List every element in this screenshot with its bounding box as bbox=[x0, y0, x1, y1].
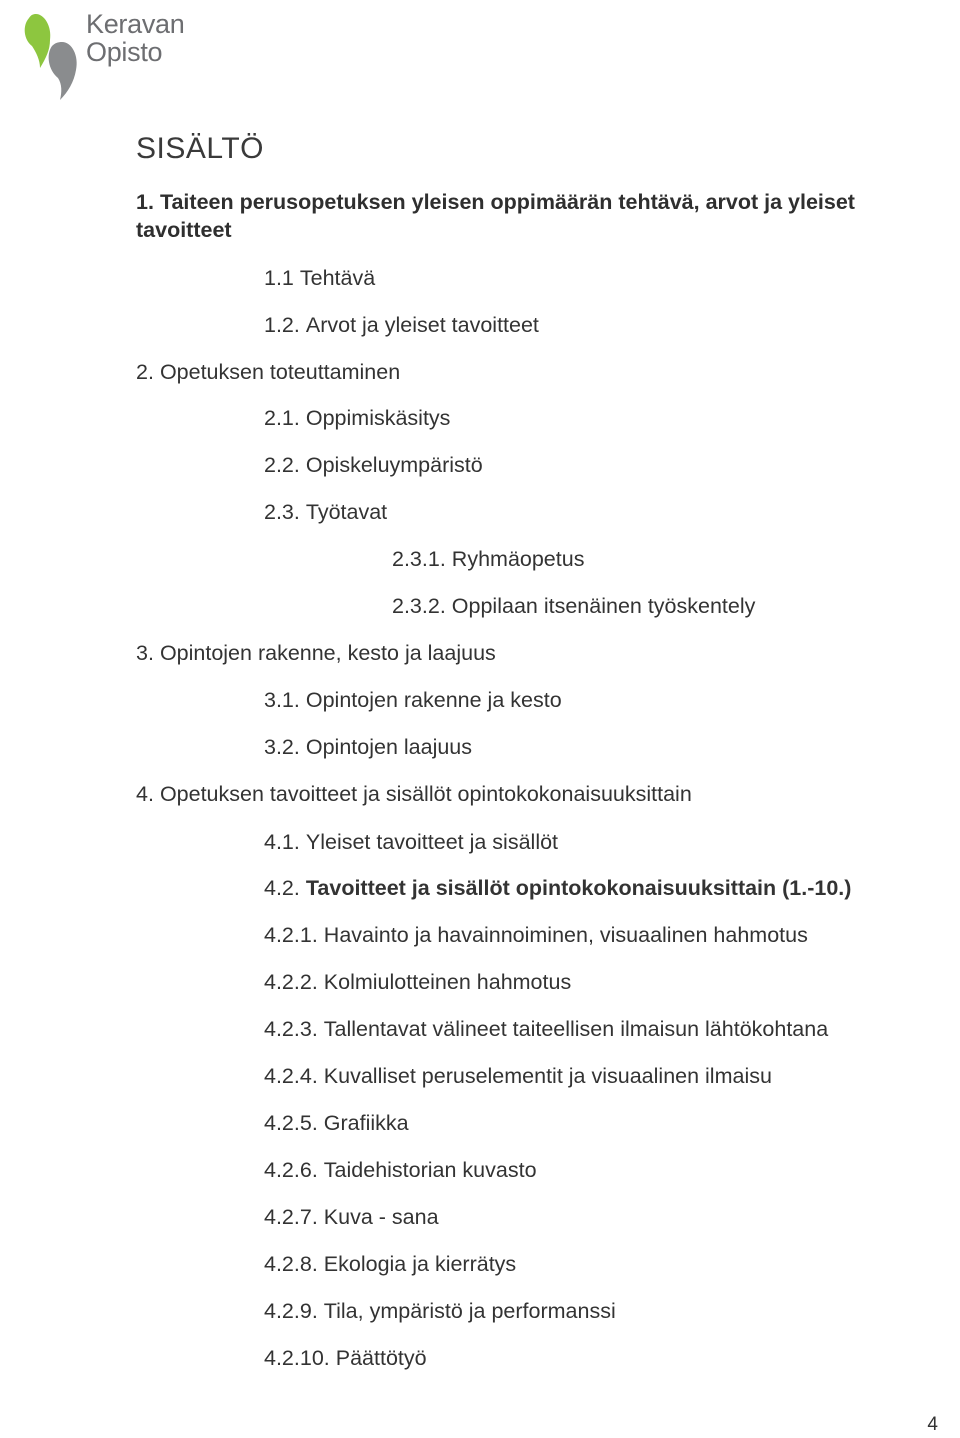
toc-entry-title: Yleiset tavoitteet ja sisällöt bbox=[305, 830, 559, 854]
toc-entry-number: 4.2. bbox=[264, 876, 300, 900]
toc-entry-number: 4. bbox=[136, 782, 154, 806]
toc-entry-title: Tavoitteet ja sisällöt opintokokonaisuuksittain (1.-10.) bbox=[305, 876, 852, 900]
toc-entry-number: 4.2.4. bbox=[264, 1064, 318, 1088]
page-number: 4 bbox=[927, 1414, 938, 1435]
toc-entry-title: Havainto ja havainnoiminen, visuaalinen hahmotus bbox=[323, 923, 808, 947]
toc-entry bbox=[136, 639, 496, 667]
toc-entry bbox=[264, 686, 562, 714]
toc-entry-title: Oppimiskäsitys bbox=[305, 406, 451, 430]
toc-entry-number: 2.1. bbox=[264, 406, 300, 430]
toc-entry-title: Tehtävä bbox=[299, 266, 376, 290]
toc-entry bbox=[264, 1156, 537, 1184]
toc-entry-title: Opintojen rakenne, kesto ja laajuus bbox=[159, 641, 496, 665]
toc-entry bbox=[264, 968, 571, 996]
toc-entry-number: 2.3. bbox=[264, 500, 300, 524]
toc-entry-number: 2.3.2. bbox=[392, 594, 446, 618]
toc-entry-number: 2. bbox=[136, 360, 154, 384]
toc-entry bbox=[136, 780, 692, 808]
toc-entry bbox=[264, 451, 483, 479]
logo-text-line2: Opisto bbox=[86, 37, 163, 67]
toc-entry bbox=[264, 1203, 439, 1231]
toc-entry-number: 4.2.1. bbox=[264, 923, 318, 947]
toc-entry-number: 4.2.7. bbox=[264, 1205, 318, 1229]
toc-entry-number: 4.2.5. bbox=[264, 1111, 318, 1135]
toc-entry-title: Kuvalliset peruselementit ja visuaalinen ilmaisu bbox=[323, 1064, 772, 1088]
toc-entry-title: Taidehistorian kuvasto bbox=[323, 1158, 537, 1182]
toc-entry-title: Ekologia ja kierrätys bbox=[323, 1252, 517, 1276]
toc-entry-number: 3.1. bbox=[264, 688, 300, 712]
toc-entry bbox=[264, 1250, 516, 1278]
toc-entry-number: 4.1. bbox=[264, 830, 300, 854]
toc-entry-title: Oppilaan itsenäinen työskentely bbox=[451, 594, 756, 618]
toc-entry bbox=[392, 592, 755, 620]
toc-entry-title: Ryhmäopetus bbox=[451, 547, 585, 571]
toc-entry-number: 3.2. bbox=[264, 735, 300, 759]
toc-entry-title: Tallentavat välineet taiteellisen ilmaisun lähtökohtana bbox=[323, 1017, 829, 1041]
toc-entry bbox=[264, 828, 558, 856]
toc-entry-title: Taiteen perusopetuksen yleisen oppimäärän tehtävä, arvot ja yleiset tavoitteet bbox=[136, 190, 855, 242]
toc-entry bbox=[392, 545, 584, 573]
toc-entry-number: 3. bbox=[136, 641, 154, 665]
toc-entry-title: Opintojen laajuus bbox=[305, 735, 473, 759]
toc-entry-title: Tila, ympäristö ja performanssi bbox=[323, 1299, 616, 1323]
toc-entry-number: 2.3.1. bbox=[392, 547, 446, 571]
toc-entry-number: 1.2. bbox=[264, 313, 300, 337]
toc-entry bbox=[264, 404, 450, 432]
toc-entry-title: Päättötyö bbox=[335, 1346, 427, 1370]
toc-entry-title: Arvot ja yleiset tavoitteet bbox=[305, 313, 539, 337]
toc-entry-number: 2.2. bbox=[264, 453, 300, 477]
toc-entry-number: 4.2.9. bbox=[264, 1299, 318, 1323]
toc-entry-number: 4.2.10. bbox=[264, 1346, 330, 1370]
toc-entry-number: 4.2.2. bbox=[264, 970, 318, 994]
toc-entry bbox=[264, 1015, 828, 1043]
logo bbox=[22, 6, 222, 101]
page-title: SISÄLTÖ bbox=[136, 132, 264, 165]
toc-entry bbox=[264, 1062, 772, 1090]
toc-entry bbox=[264, 733, 472, 761]
toc-entry bbox=[264, 1297, 616, 1325]
toc-entry-number: 4.2.6. bbox=[264, 1158, 318, 1182]
toc-entry-title: Opiskeluympäristö bbox=[305, 453, 483, 477]
toc-entry-title: Opintojen rakenne ja kesto bbox=[305, 688, 562, 712]
toc-entry-number: 1. bbox=[136, 190, 154, 214]
toc-entry-title: Opetuksen toteuttaminen bbox=[159, 360, 401, 384]
toc-entry bbox=[136, 188, 936, 244]
toc-entry bbox=[136, 358, 400, 386]
toc-entry bbox=[264, 264, 375, 292]
toc-entry-title: Kuva - sana bbox=[323, 1205, 439, 1229]
toc-entry bbox=[264, 1109, 409, 1137]
toc-entry bbox=[264, 874, 851, 902]
toc-entry-number: 4.2.8. bbox=[264, 1252, 318, 1276]
toc-entry-number: 4.2.3. bbox=[264, 1017, 318, 1041]
toc-entry bbox=[264, 1344, 427, 1372]
logo-text-line1: Keravan bbox=[86, 9, 185, 39]
toc-entry-title: Opetuksen tavoitteet ja sisällöt opintokokonaisuuksittain bbox=[159, 782, 692, 806]
toc-entry-number: 1.1 bbox=[264, 266, 294, 290]
toc-entry bbox=[264, 311, 539, 339]
toc-entry-title: Grafiikka bbox=[323, 1111, 409, 1135]
toc-entry bbox=[264, 921, 808, 949]
toc-entry-title: Kolmiulotteinen hahmotus bbox=[323, 970, 572, 994]
toc-entry-title: Työtavat bbox=[305, 500, 388, 524]
toc-entry bbox=[264, 498, 387, 526]
